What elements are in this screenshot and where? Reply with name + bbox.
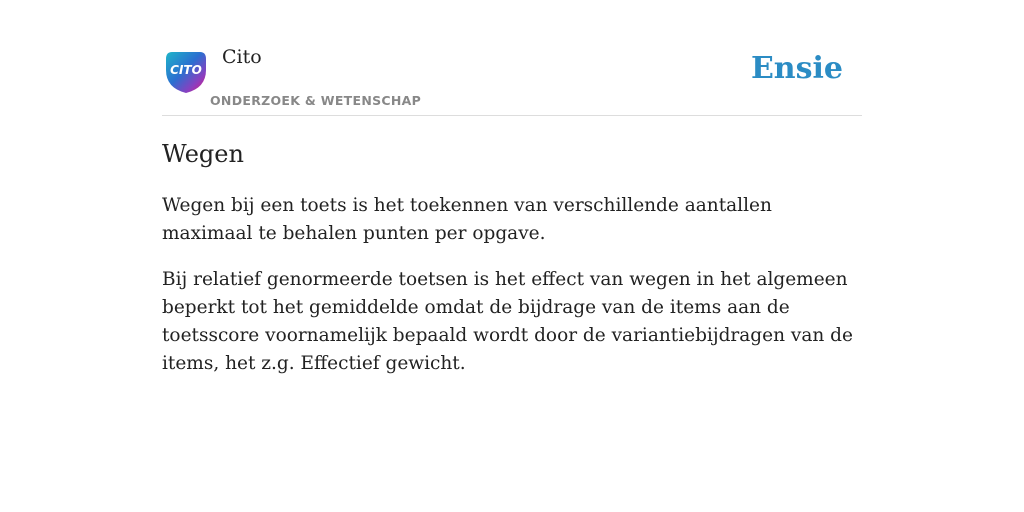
site-subtitle: ONDERZOEK & WETENSCHAP [210, 93, 422, 108]
cito-logo-icon [164, 50, 208, 94]
site-name-link[interactable]: Cito [222, 46, 262, 68]
logo-text: CITO [170, 63, 202, 77]
term-title: Wegen [162, 140, 244, 168]
definition-paragraph: Wegen bij een toets is het toekennen van verschillende aantallen maximaal te behalen punten per opgave. [162, 195, 772, 244]
ensie-brand-link[interactable]: Ensie [750, 51, 843, 86]
cito-logo[interactable] [164, 50, 208, 94]
header [162, 40, 862, 116]
article [162, 138, 862, 378]
definition-paragraph: Bij relatief genormeerde toetsen is het effect van wegen in het algemeen beperkt tot het gemiddelde omdat de bijdrage van de items aan de toetsscore voornamelijk bepaald wordt door de variantiebijdragen van de items, het z.g. Effectief gewicht. [162, 269, 853, 374]
